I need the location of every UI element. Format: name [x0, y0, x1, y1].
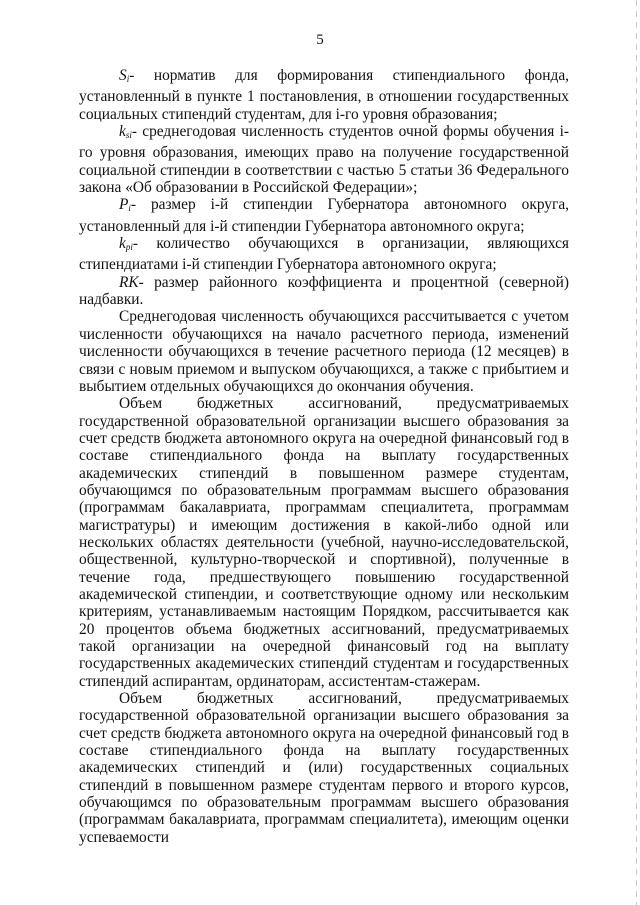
- definition-k-pi: [79, 235, 569, 274]
- scan-edge-line: [636, 0, 637, 905]
- definition-text: - количество обучающихся в организации, являющихся стипендиатами i-й стипендии Губернатора автономного округа;: [79, 235, 569, 274]
- formula-symbol: RK: [119, 273, 139, 291]
- definition-text: - среднегодовая численность студентов очной формы обучения i-го уровня образования, имеющих право на получение государственной социальной стипендии в соответствии с частью 5 статьи 36 Федерального закона «Об образовании в Российской Федерации»;: [79, 123, 569, 197]
- definition-p-i: [79, 196, 569, 235]
- definition-k-si: [79, 123, 569, 196]
- definition-text: - размер i-й стипендии Губернатора автономного округа, установленный для i-й стипендии Губернатора автономного округа;: [79, 196, 569, 235]
- formula-symbol: $k_{si}$: [119, 123, 132, 141]
- definition-s-i: [79, 67, 569, 123]
- formula-symbol: $P_i$: [119, 196, 131, 214]
- paragraph-average-enrollment: Среднегодовая численность обучающихся рассчитывается с учетом численности обучающихся на начало расчетного периода, изменений численности обучающихся в течение расчетного периода (12 месяцев) в связи с новым приемом и выпуском обучающихся, а также с прибытием и выбытием отдельных обучающихся до окончания обучения.: [79, 308, 569, 395]
- formula-symbol: $S_i$: [119, 67, 130, 84]
- paragraph-increased-academic-stipend: Объем бюджетных ассигнований, предусматриваемых государственной образовательной организации высшего образования за счет средств бюджета автономного округа на очередной финансовый год в составе стипендиального фонда на выплату государственных академических стипендий в повышенном размере студентам, обучающимся по образовательным программам высшего образования (программам бакалавриата, программам специалитета, программам магистратуры) и имеющим достижения в какой-либо одной или нескольких областях деятельности (учебной, научно-исследовательской, общественной, культурно-творческой и спортивной), полученные в течение года, предшествующего повышению государственной академической стипендии, и соответствующие одному или нескольким критериям, устанавливаемым настоящим Порядком, рассчитывается как 20 процентов объема бюджетных ассигнований, предусматриваемых такой организации на очередной финансовый год на выплату государственных академических стипендий студентам и государственных стипендий аспирантам, ординаторам, ассистентам-стажерам.: [79, 395, 569, 690]
- formula-symbol: $k_{pi}$: [119, 235, 133, 253]
- definition-text: - норматив для формирования стипендиального фонда, установленный в пункте 1 постановления, в отношении государственных социальных стипендий студентам, для i-го уровня образования;: [79, 67, 569, 123]
- page-number: 5: [316, 32, 324, 48]
- definition-rk: [79, 274, 569, 309]
- definition-text: - размер районного коэффициента и процентной (северной) надбавки.: [79, 273, 569, 309]
- document-body: [79, 67, 569, 846]
- paragraph-first-second-year-stipend: Объем бюджетных ассигнований, предусматриваемых государственной образовательной организации высшего образования за счет средств бюджета автономного округа на очередной финансовый год в составе стипендиального фонда на выплату государственных академических стипендий и (или) государственных социальных стипендий в повышенном размере студентам первого и второго курсов, обучающимся по образовательным программам высшего образования (программам бакалавриата, программам специалитета), имеющим оценки успеваемости: [79, 690, 569, 846]
